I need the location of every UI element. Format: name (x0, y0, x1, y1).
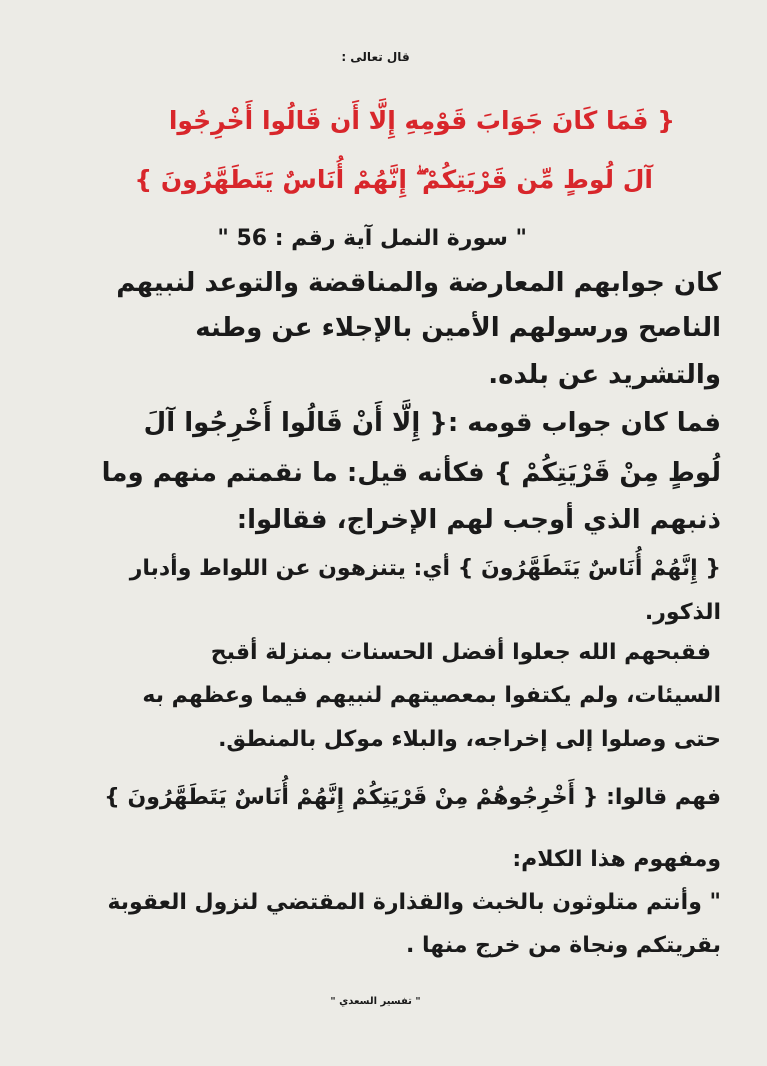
p5-line-1: فهم قالوا: { أَخْرِجُوهُمْ مِنْ قَرْيَتِكُمْ إِنَّهُمْ أُنَاسٌ يَتَطَهَّرُونَ } (104, 785, 721, 810)
p2-line-2: لُوطٍ مِنْ قَرْيَتِكُمْ } فكأنه قيل: ما نقمتم منهم وما (101, 458, 721, 488)
ayah-line-2: آلَ لُوطٍ مِّن قَرْيَتِكُمْ ۖ إِنَّهُمْ أُنَاسٌ يَتَطَهَّرُونَ } (134, 165, 653, 194)
p4-line-3: حتى وصلوا إلى إخراجه، والبلاء موكل بالمنطق. (218, 727, 721, 752)
ayah-line-1: { فَمَا كَانَ جَوَابَ قَوْمِهِ إِلَّا أَن قَالُوا أَخْرِجُوا (168, 106, 675, 135)
p4-line-2: السيئات، ولم يكتفوا بمعصيتهم لنبيهم فيما وعظهم به (142, 683, 721, 708)
source-signature: " تفسير السعدي " (330, 996, 421, 1007)
p4-line-1: فقبحهم الله جعلوا أفضل الحسنات بمنزلة أقبح (210, 640, 711, 665)
p1-line-2: الناصح ورسولهم الأمين بالإجلاء عن وطنه (195, 313, 721, 343)
p3-line-2: الذكور. (644, 600, 721, 625)
surah-reference: " سورة النمل آية رقم : 56 " (217, 226, 527, 251)
page-title: قال تعالى : (341, 50, 410, 64)
p3-line-1: { إِنَّهُمْ أُنَاسٌ يَتَطَهَّرُونَ } أي: يتنزهون عن اللواط وأدبار (129, 556, 721, 581)
p6-line-1: ومفهوم هذا الكلام: (512, 847, 721, 872)
p2-line-1: فما كان جواب قومه :{ إِلَّا أَنْ قَالُوا أَخْرِجُوا آلَ (143, 408, 721, 438)
p1-line-1: كان جوابهم المعارضة والمناقضة والتوعد لنبيهم (116, 268, 721, 298)
p2-line-3: ذنبهم الذي أوجب لهم الإخراج، فقالوا: (236, 505, 721, 535)
p1-line-3: والتشريد عن بلده. (488, 360, 721, 390)
p6-line-3: بقريتكم ونجاة من خرج منها . (406, 933, 721, 958)
p6-line-2: " وأنتم متلوثون بالخبث والقذارة المقتضي لنزول العقوبة (107, 890, 721, 915)
